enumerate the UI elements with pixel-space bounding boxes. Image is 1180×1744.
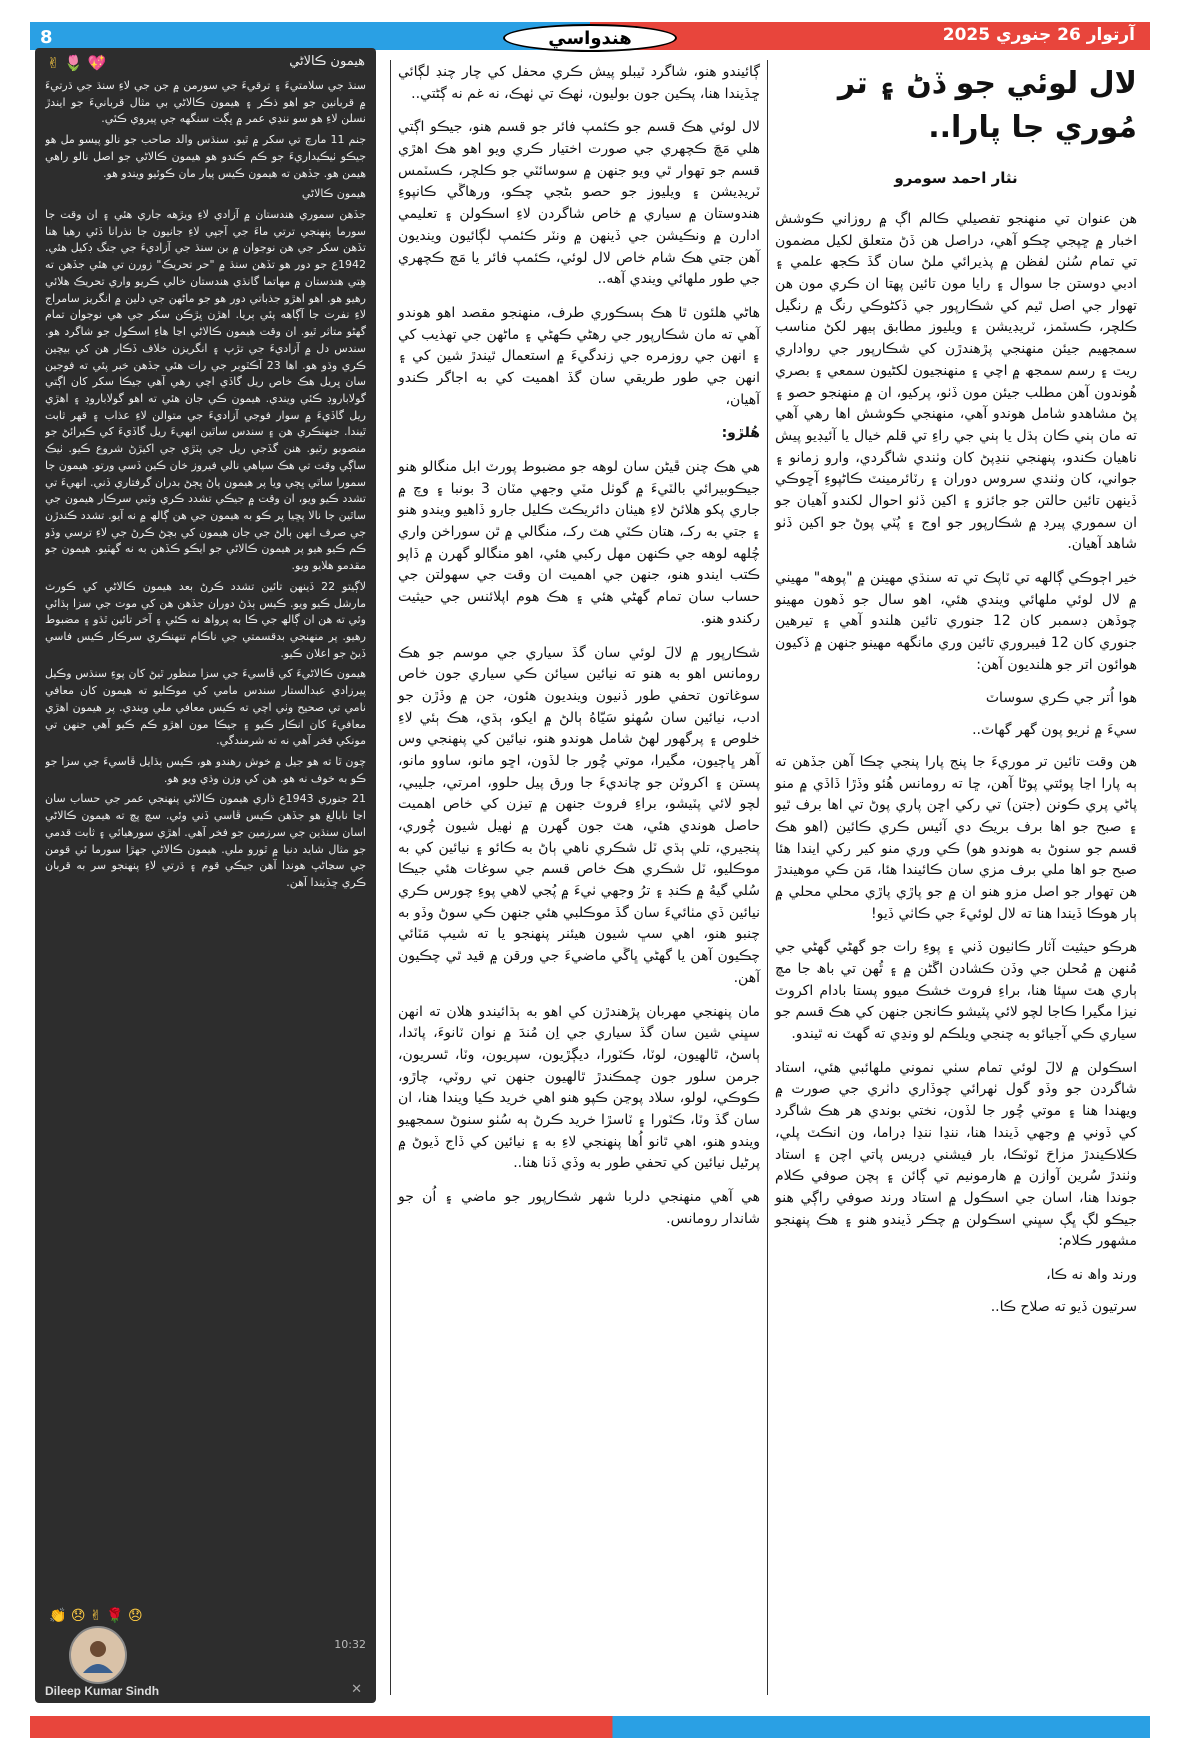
article-paragraph: هرڪو حيثيت آثار ڪاٺيون ڏني ۽ پوءِ رات جو گهڻي گهڻي جي مُنهن ۾ مُحلن جي وڏن ڪشادن اڱڻن ۾ ۽ ٿُهن تي باھ جا مچ ٻاري هٽ سڀئا هنا، براءِ فروٽ خشڪ ميوو پستا بادام اکروٽ نيزا مگيرا ڪاجا لچو لائي پٽيشو ڪانجن جنهن کي هڪ قسم جو سياري ڪي آجيائو به چنجي ويلڪم لو ونڍي ته گهٽ نه ٿيندو. [775,939,1137,1043]
message-paragraph: هيمون ڪالاڻيءَ کي ڦاسيءَ جي سزا منظور ٿيڻ کان پوءِ سنڌس وڪيل پيرزادي عبدالستار سندس مامي کي موڪليو ته هيمون کان معافي نامي تي صحيح وٺي اچي ته ڪيس معافي ملي ويندي. پر هيمون اهڙي معافيءَ کان انڪار ڪيو ۽ جيڪا مون اهڙو ڪم ڪيو آهي جنهن تي مونکي فخر آهي نه ته شرمندگي. [45,667,366,748]
message-paragraph: چون ٿا ته هو جيل ۾ خوش رهندو هو، ڪيس ٻڌايل ڦاسيءَ جي سزا جو ڪو به خوف نه هو. هن کي وزن وڌي ويو هو. [45,755,366,785]
article-paragraph: خير اڄوڪي ڳالهه تي ٽاپڪ تي ته سنڌي مهينن ۾ "پوهه" مهيني ۾ لال لوئي ملهائي ويندي هئي، اهو سال جو ڏهون مهينو چوڏهن ڊسمبر کان 12 جنوري تائين هلندو آهي ۽ تيرهين جنوري کان 12 فيبروري تائين وري مانگهه مهينو جنهن ۾ ڏکيون هوائون اتر جو هلنديون آهن: [775,570,1137,673]
chat-header-title: هيمون ڪالاڻي [289,54,365,69]
message-paragraph: لاڳيتو 22 ڏينهن تائين تشدد ڪرڻ بعد هيمون ڪالاڻي کي ڪورٽ مارشل ڪيو ويو. ڪيس ٻڌڻ دوران جڏهن هن کي موت جي سزا ٻڌائي وئي ته هن ان ڳالھ جي ڪا به پرواھ نه ڪئي ۽ آخر تائين ٿڌو ۽ مضبوط رهيو. پر منهنجي بدقسمتي جي ناڪام تنهنڪري سرڪار ڪيس فاسي ڏيڻ جو اعلان ڪيو. [45,579,366,660]
chat-message [45,78,366,1618]
article-paragraph: هي آهي منهنجي دلربا شهر شڪارپور جو ماضي ۽ اُن جو شاندار رومانس. [398,1189,760,1227]
avatar[interactable] [69,1626,127,1684]
article-paragraph: لال لوئي هڪ قسم جو ڪئمپ فائر جو قسم هنو، جيڪو اڳتي هلي مَچَ ڪچهري جي صورت اختيار ڪري ويو اهو هڪ اهڙي قسم جو تهوار ٿي ويو جنهن ۾ سوسائٽي جو ڪلچر، ڪسٽمس ٽريڊيشن ۽ ويليوز جو حصو بڻجي چڪو، ورهاڱي ڪانپوءِ هندوستان ۾ سياري ۾ خاص شاگردن لاءِ اسڪولن ۽ تعليمي ادارن ۾ ونڪيشن جي ڏينهن ۾ ونٽر ڪئمپ لڳائيون وينديون آهن جتي هڪ شام خاص لال لوئي، ڪئمپ فائر يا مَچ ڪچهري جي طور ملهائي ويندي آهه.. [398,119,760,288]
masthead-logo: هندواسي [503,24,677,52]
bottom-color-bar [30,1716,1150,1738]
article-subheading: هُلڙو: [721,425,760,442]
close-icon[interactable]: ✕ [351,1682,362,1697]
message-paragraph: جڏهن سموري هندستان ۾ آزادي لاءِ ويڙهه جاري هئي ۽ ان وقت جا سورما پنهنجي ترتي ماءَ جي آجپي لاءِ جانيون جا نذرانا ڏئي رهيا هنا تڏهن سکر جي هن نوجوان ۾ بن سنڌ جي آزاديءَ جي جنگ ڊکيل هئي. 1942ع جو دور هو تڏهن سنڌ ۾ "حر تحريڪ" زورن تي هئي جڏهن ته هِتي هندستان ۾ مهاتما گانڌي هندستان خالي ڪريو واري تحريڪ هلائي رهيو هو. اهو اهڙو جذباتي دور هو جو ماڻهن جي دلين ۾ انگريز سامراج لاءِ نفرت جا آڳاهه پئي ٻريا. اهڙن ڀڙڪن سکر جي هي نوجوان تمام گهڻو متاثر ٿيو. ان وقت هيمون ڪالاڻي اڃا هاءِ اسڪول جو شاگرد هو. سندس دل ۾ آزاديءَ جي تڙپ ۽ انگريزن خلاف ڏڪار هن کي بيچين ڪري وڌو هو. اها 23 آڪٽوبر جي رات هئي جڏهن خبر پئي ته فوجين سان ڀريل هڪ خاص ريل گاڏي اچي رهي آهي جيڪا سکر کان اڳتي گولاباروڊ ڪئي ويندي. هيمون ڪي جان هئي ته اهو گولاباروڊ ۽ اهڙي ريل گاڏيءَ ۾ سوار فوجي آزاديءَ جي متوالن لاءِ عذاب ۽ قهر ثابت ٿيندا. جنهنڪري هن ۽ سندس ساٿين انهيءَ ريل گاڏيءَ کي ڪيرائڻ جو منصوبو رٿيو. هنن گڏجي ريل جي پٽڙي جي اکيڙڻ شروع ڪيو. ٺيڪ ساڳي وقت تي هڪ سپاهي نالي فيروز خان ڪين ڏسي ورتو. هيمون جا سمورا ساٿي ڀڄي ويا پر هيمون پاڻ ڀڄڻ بدران گرفتاري ڏني. انهيءَ تي تشدد ڪيو ويو، ان وقت ۾ جيڪي تشدد ڪري وٽبي سرڪار هيمون جي ساٿين جا نالا پڇيا پر ڪو به هيمون جي هن ڳالھ ۾ نه آيو. تشدد ڪندڙن جي صرف انهن ٻالڻ جي جان هيمون کي بچڻ ڪرڻ جي لاءِ ترسي وڏو ڪم ڪيو هيو پر هيمون ڪالاڻي جو ايڪو ڪڏهن به نه گهٽيو. هيمون جو مقدمو هلايو ويو. [45,208,366,573]
message-paragraph: جنم 11 مارچ تي سکر ۾ ٿيو. سنڌس والد صاحب جو نالو پيسو مل هو جيڪو ٺيڪيداريءَ جو ڪم ڪندو هو هيمون ڪالاڻي جو اصل نالو راهي هيمن هو. جڏهن ته هيمون ڪيس پيار مان ڪوئيو ويندو هو. [45,133,366,180]
header-emoji: ✌ 🌷 💖 [47,54,107,72]
article-paragraph: هاڻي هلئون ٿا هڪ ٻسڪوري طرف، منهنجو مقصد اهو هوندو آهي ته مان شڪارپور جي رهڻي ڪهڻي ۽ ماڻهن جي تهذيب کي ۽ انهن جي روزمره جي زندگيءَ ۾ استعمال ٿيندڙ شين کي ۽ انهن جي طور طريقي سان گڏ اهميت کي به اجاگر ڪندو آهيان، [398,304,760,408]
article-column-middle [398,62,760,1242]
article-headline: لال لوئي جو ڏڻ ۽ تر مُوري جا پارا.. [837,66,1137,145]
article-paragraph: ڳائيندو هنو، شاگرد ٽيبلو پيش ڪري محفل کي چار چنڊ لڳائي ڇڏيندا هنا، پڪين جون بوليون، ٺهڪ تي ٺهڪ، نه غم نه ڳڻتي.. [398,64,760,102]
column-divider [767,60,768,1695]
article-paragraph: شڪارپور ۾ لالَ لوئي سان گڏ سياري جي موسم جو هڪ رومانس اهو به هنو ته نيائين سيائن ڪي سياري جون خاص سوغاتون تحفي طور ڏنيون وينديون هئون، جن ۾ وڏڙن جو ادب، نيائين سان سُهٺو سَيّاهُ ٻالڻ ۾ ايکو، ٻڌي، هڪ ٻئي لاءِ خلوص ۽ پرگهور لهڻ شامل هوندو هنو، نيائين کي پنهنجي وس آهر ڀاڄيون، مگيرا، موتي چُور جا لڏون، اڇو مانو، ساوو مانو، پستن ۽ اکروٽن جو چانديءَ جا ورق پيل حلوو، امرتي، جليبي، لچو لائي پٽيشو، براءِ فروٽ جنهن ۾ تيزن کي خاص اهميت حاصل هوندي هئي، هٽ جون گهرن ۾ ٺهيل شيون چُوري، پنجيري، تلي ٻڌي ٽل شڪري ناهي ٻاڻ به ڪائو ۽ نيائين کي به موڪليو، ٽل شڪري هڪ خاص قسم جي سوغات هئي جيڪا سُلي گيهُ ۾ ڪنڊ ۽ ترُ وجھي ٺيءَ ۾ پُجي لاهي پوءِ چورس ڪري نيائين ڏي مٺائيءَ سان گڏ موڪلبي هئي جنهن ڪي سوڻ وڏو به چنبو هنو، اهي سڀ شيون هيئنر پنهنجو يا ته شيپ مَٽائي چڪيون آهن يا گهڻي ڀاڱي ماضيءَ جي ورقن ۾ قيد ٿي چڪيون آهن. [398,644,760,986]
message-time: 10:32 [334,1638,366,1651]
article-column-right [775,62,1137,1328]
article-paragraph: هي هڪ چنن ڦيڻن سان لوهه جو مضبوط پورٽ ابل منگالو هنو جيڪوبيرائي بالٽيءَ ۾ گوٺل مٽي وجهي مٽان 3 بونبا ۽ وچ ۾ جاري پکو هلائڻ لاءِ هيٺان دائريڪٽ ڪليل جارو ڏاهيو ويندو هنو ۽ جتي به رکـ، هتان ڪٽي هٽ رکـ، منگالي ۾ ٿن سوراخن واري چُلهه لوهه جي ڪنهن مهل رکبي هئي، اهو منگالو گهرن ۾ ڏاپو ڪتب ايندو هنو، جنهن جي اهميت ان وقت جي سهولتن جي حساب سان تمام گهڻي هئي ۽ هڪ هوم اپلائنس جي حيثيت رکندو هنو. [398,459,760,627]
column-divider [390,60,391,1695]
whatsapp-screenshot [35,48,376,1703]
article-verse: ورند واھ نه ڪا، [1046,1266,1137,1283]
article-verse: هوا اُتر جي ڪري سوساٽ [985,690,1137,707]
issue-date: آرتوار 26 جنوري 2025 [942,25,1135,45]
message-paragraph: 21 جنوري 1943ع ڌاري هيمون ڪالاڻي پنهنجي عمر جي حساب سان اڃا نابالغ هو جڏهن ڪيس ڦاسي ڏني وئي. سچ پچ ته هيمون ڪالاڻي اسان سنڌين جي سرزمين جو فخر آهي. اهڙي سورهيائي ۽ ثابت قدمي جو مثال شايد دنيا ۾ ٿورو ملي. هيمون ڪالاڻي جهڙا سورما ئي قومن جي سڃاڻپ هوندا آهن جيڪي قوم ۽ ڌرتي لاءِ پنهنجو سر به قربان ڪري ڇڏيندا آهن. [45,792,366,890]
message-paragraph: هيمون ڪالاڻي [301,187,366,201]
article-byline: نثار احمد سومرو [894,169,1018,187]
article-verse: سرتيون ڏيو ته صلاح ڪا.. [990,1298,1137,1315]
sender-name: Dileep Kumar Sindh [45,1684,160,1698]
user-avatar-icon [78,1635,118,1675]
article-paragraph: اسڪولن ۾ لالَ لوئي تمام سٺي نموني ملهائبي هئي، استاد شاگردن جو وڏو گول ٺهرائي چوڏاري داٺري جي صورت ۾ ويهندا هنا ۽ موتي چُور جا لڏون، نختي بوندي هر هڪ شاگرد کي ڏوني ۾ وجھي ڏيندا هنا، ننڍا ننڍا ڊراما، ون انڪٽ پلي، ڪلاڪيندڙ مزاحَ ٽوٽڪا، بار فيشني ڊريس پاتي اچن ۽ استاد وٺندڙ سُرين آوازن ۾ هارمونيم تي ڳائن ۽ ٻچن صوفي ڪلام جوندا هنا، اسان جي اسڪول ۾ استاد ورند صوفي راڳي هنو جيڪو لڳ ڀڳ سڀني اسڪولن ۾ چڪر ڏيندو هنو ۽ هڪ پنهنجو مشهور ڪلام: [775,1059,1137,1250]
article-paragraph: هن وقت تائين تر موريءَ جا پنج پارا پنجي چڪا آهن جڏهن ته ٻه پارا اڃا پوئتي پوڻا آهن، ڇا ته رومانس هُئو وڏڙا ڏاڏي ۾ منو پاڻي پري ڪونن (جتن) تي رکي اڇن پاري پوڻ تي اها برف ٿيو ۽ صبح جو اها برف بريڪ دي آئيس ڪري ڪائين (اهو هڪ قسم جو سنوڻ به هوندو هو) ڪي وري منو کير رکي ايندا هئا صبح جو اها ملي برف مزي سان ڪائيندا هئا، مَن ڪي موهيندڙ هن تهوار جو اصل مزو هنو ان ۾ جو پاڙي پاڙي محلي محلي ۾ ٻار هوڪا ڏيندا هنا ته لال لوئيءَ جي ڪاٺي ڏيو! [775,753,1137,922]
article-verse: سيءَ ۾ ٺريو پون گهر گهاٽ.. [972,722,1137,739]
article-paragraph: هن عنوان تي منهنجو تفصيلي ڪالم اڳ ۾ روزاني ڪوشش اخبار ۾ ڇپجي چڪو آهي، دراصل هن ڏڻ متعلق لکيل مضمون تي تمام سُٺن لفظن ۾ پذيرائي ملڻ سان گڏ ڪجھ علمي ۽ ادبي دوستن جا سوال ۽ رايا مون تائين پهتا ان ڪري مون هن تهوار جي اصل ٿيم کي شڪارپور جي ڏکڻوڪي رنگ ۾ رنگيل ڪلچر، ڪسٽمز، ٽريڊيشن ۽ ويليوز مطابق ٻيهر لکڻ مناسب سمجھيم جيئن منهنجي پڙهندڙن کي شڪارپور جي رواداري ريت ۽ رسم سمجھ ۾ اچي ۽ منهنجيون لکڻيون سمعي ۽ بصري هُوندون آهن مطلب جيئن مون ڏٺو، پرکيو، ان ۾ منهنجو حصو ۽ پڻ مشاهدو شامل هوندو آهي، منهنجي ڪوشش اها رهي آهي ته مان ٻني ڪان ٻڌل يا ٻني جي راءِ تي قلم خيال يا آئيڊيو پيش ناهيان ڪندو، پنهنجي ننڍپڻ کان وٺندي شاگردي، وارو زمانو ۽ جواني، کان وٺندي سروس دوران ۽ رٽائرمينٽ ڪاڻپوءِ آڇوڪي ڏينهن تائين حالتن جو جائزو ۽ اکين ڏٺو احوال لکندو آهيان جو ان سموري پيرڊ ۾ شڪارپور جو اوج ۽ پُٽي پوڻ جو اکين ڏٺو شاهد آهيان. [775,211,1137,553]
page-number: 8 [40,27,53,48]
article-paragraph: مان پنهنجي مهربان پڙهندڙن کي اهو به ٻڌائيندو هلان ته انهن سڀني شين سان گڏ سياري جي اِن مُندَ ۾ نوان ٽانوءَ، پاٽدا، ٻاسڻ، ٿالهيون، لوٽا، ڪٽورا، ديڳڙيون، سپريون، وٽا، ٿسريون، جرمن سلور جون چمڪندڙ ٿالهيون جنهن تي روٽي، چاڙو، ڪوڪي، لولو، سلاد پوڃن ڪپو هنو اهي خريد ڪيا ويندا هنا، ان سان گڏ وٽا، ڪٽورا ۽ ٽاسڙا خريد ڪرڻ ٻه سُٺو سنوڻ سمجهيو ويندو هنو، اهي ٿانو اُها پنهنجي لاءِ به ۽ نيائين کي ڏاج ڏيوڻ ۾ پرڻيل نيائين کي تحفي طور به وڏي ڏنا هنا.. [398,1003,760,1172]
reaction-emojis: 👏 😞 ✌ 🌹 😞 [49,1608,143,1624]
message-paragraph: سنڌ جي سلامتيءَ ۽ ترقيءَ جي سورمن ۾ جن جي لاءِ سنڌ جي ڌرتيءَ ۾ قربانين جو اهو ذڪر ۽ هيمون ڪالاڻي بي مثال قربانيءَ جو ايندڙ نسلن لاءِ هو سو ننڍي عمر ۾ ڀڳت سنگهه جي پيروي ڪئي. [45,79,366,126]
